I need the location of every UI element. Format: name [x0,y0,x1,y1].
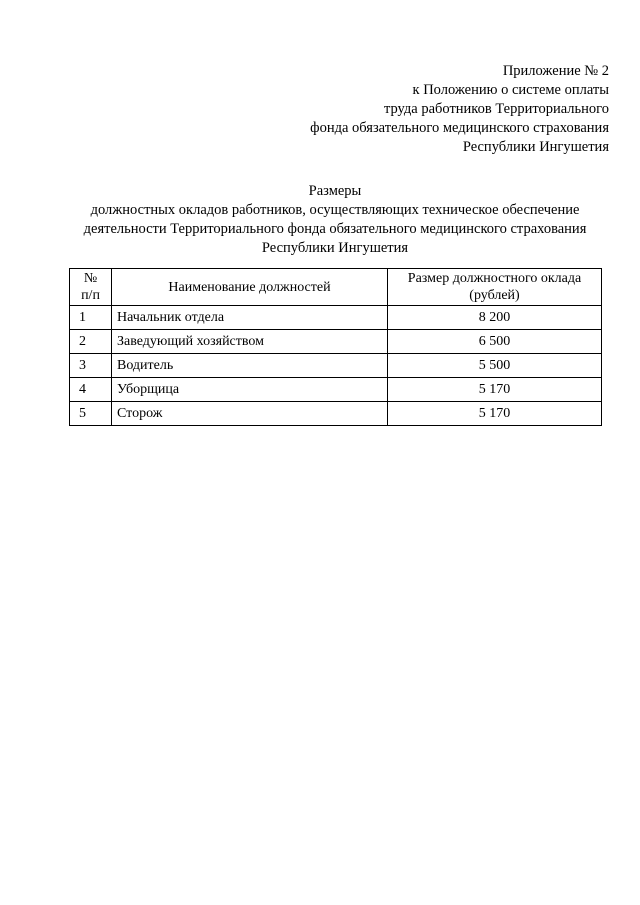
row-salary: 8 200 [388,306,602,330]
table-header-row [70,269,602,306]
row-number: 3 [70,354,112,378]
row-salary: 5 170 [388,378,602,402]
header-number [70,269,112,306]
appendix-line: фонда обязательного медицинского страхования [310,120,609,136]
table-row [70,402,602,426]
row-salary: 6 500 [388,330,602,354]
heading-line: должностных окладов работников, осуществляющих техническое обеспечение [90,202,580,218]
table-row [70,330,602,354]
row-position-name: Уборщица [112,378,388,402]
row-position-name: Водитель [112,354,388,378]
heading-line: деятельности Территориального фонда обязательного медицинского страхования [83,221,587,237]
row-number: 4 [70,378,112,402]
document-heading [40,182,630,258]
appendix-line: Республики Ингушетия [462,139,609,155]
row-position-name: Сторож [112,402,388,426]
heading-line: Республики Ингушетия [261,240,409,256]
appendix-title: Приложение № 2 [502,63,609,79]
heading-title: Размеры [308,183,362,199]
row-number: 2 [70,330,112,354]
appendix-block [209,62,609,157]
row-salary: 5 170 [388,402,602,426]
appendix-line: труда работников Территориального [383,101,609,117]
row-salary: 5 500 [388,354,602,378]
row-position-name: Заведующий хозяйством [112,330,388,354]
table-row [70,378,602,402]
header-salary [388,269,602,306]
header-number-sign: № [83,271,98,286]
header-position-name: Наименование должностей [112,269,388,306]
header-salary-label: Размер должностного оклада [407,271,582,286]
salary-table [69,268,602,426]
appendix-line: к Положению о системе оплаты [412,82,609,98]
row-number: 1 [70,306,112,330]
row-position-name: Начальник отдела [112,306,388,330]
header-number-abbr: п/п [81,288,100,303]
row-number: 5 [70,402,112,426]
table-row [70,306,602,330]
table-row [70,354,602,378]
header-salary-unit: (рублей) [469,288,520,303]
